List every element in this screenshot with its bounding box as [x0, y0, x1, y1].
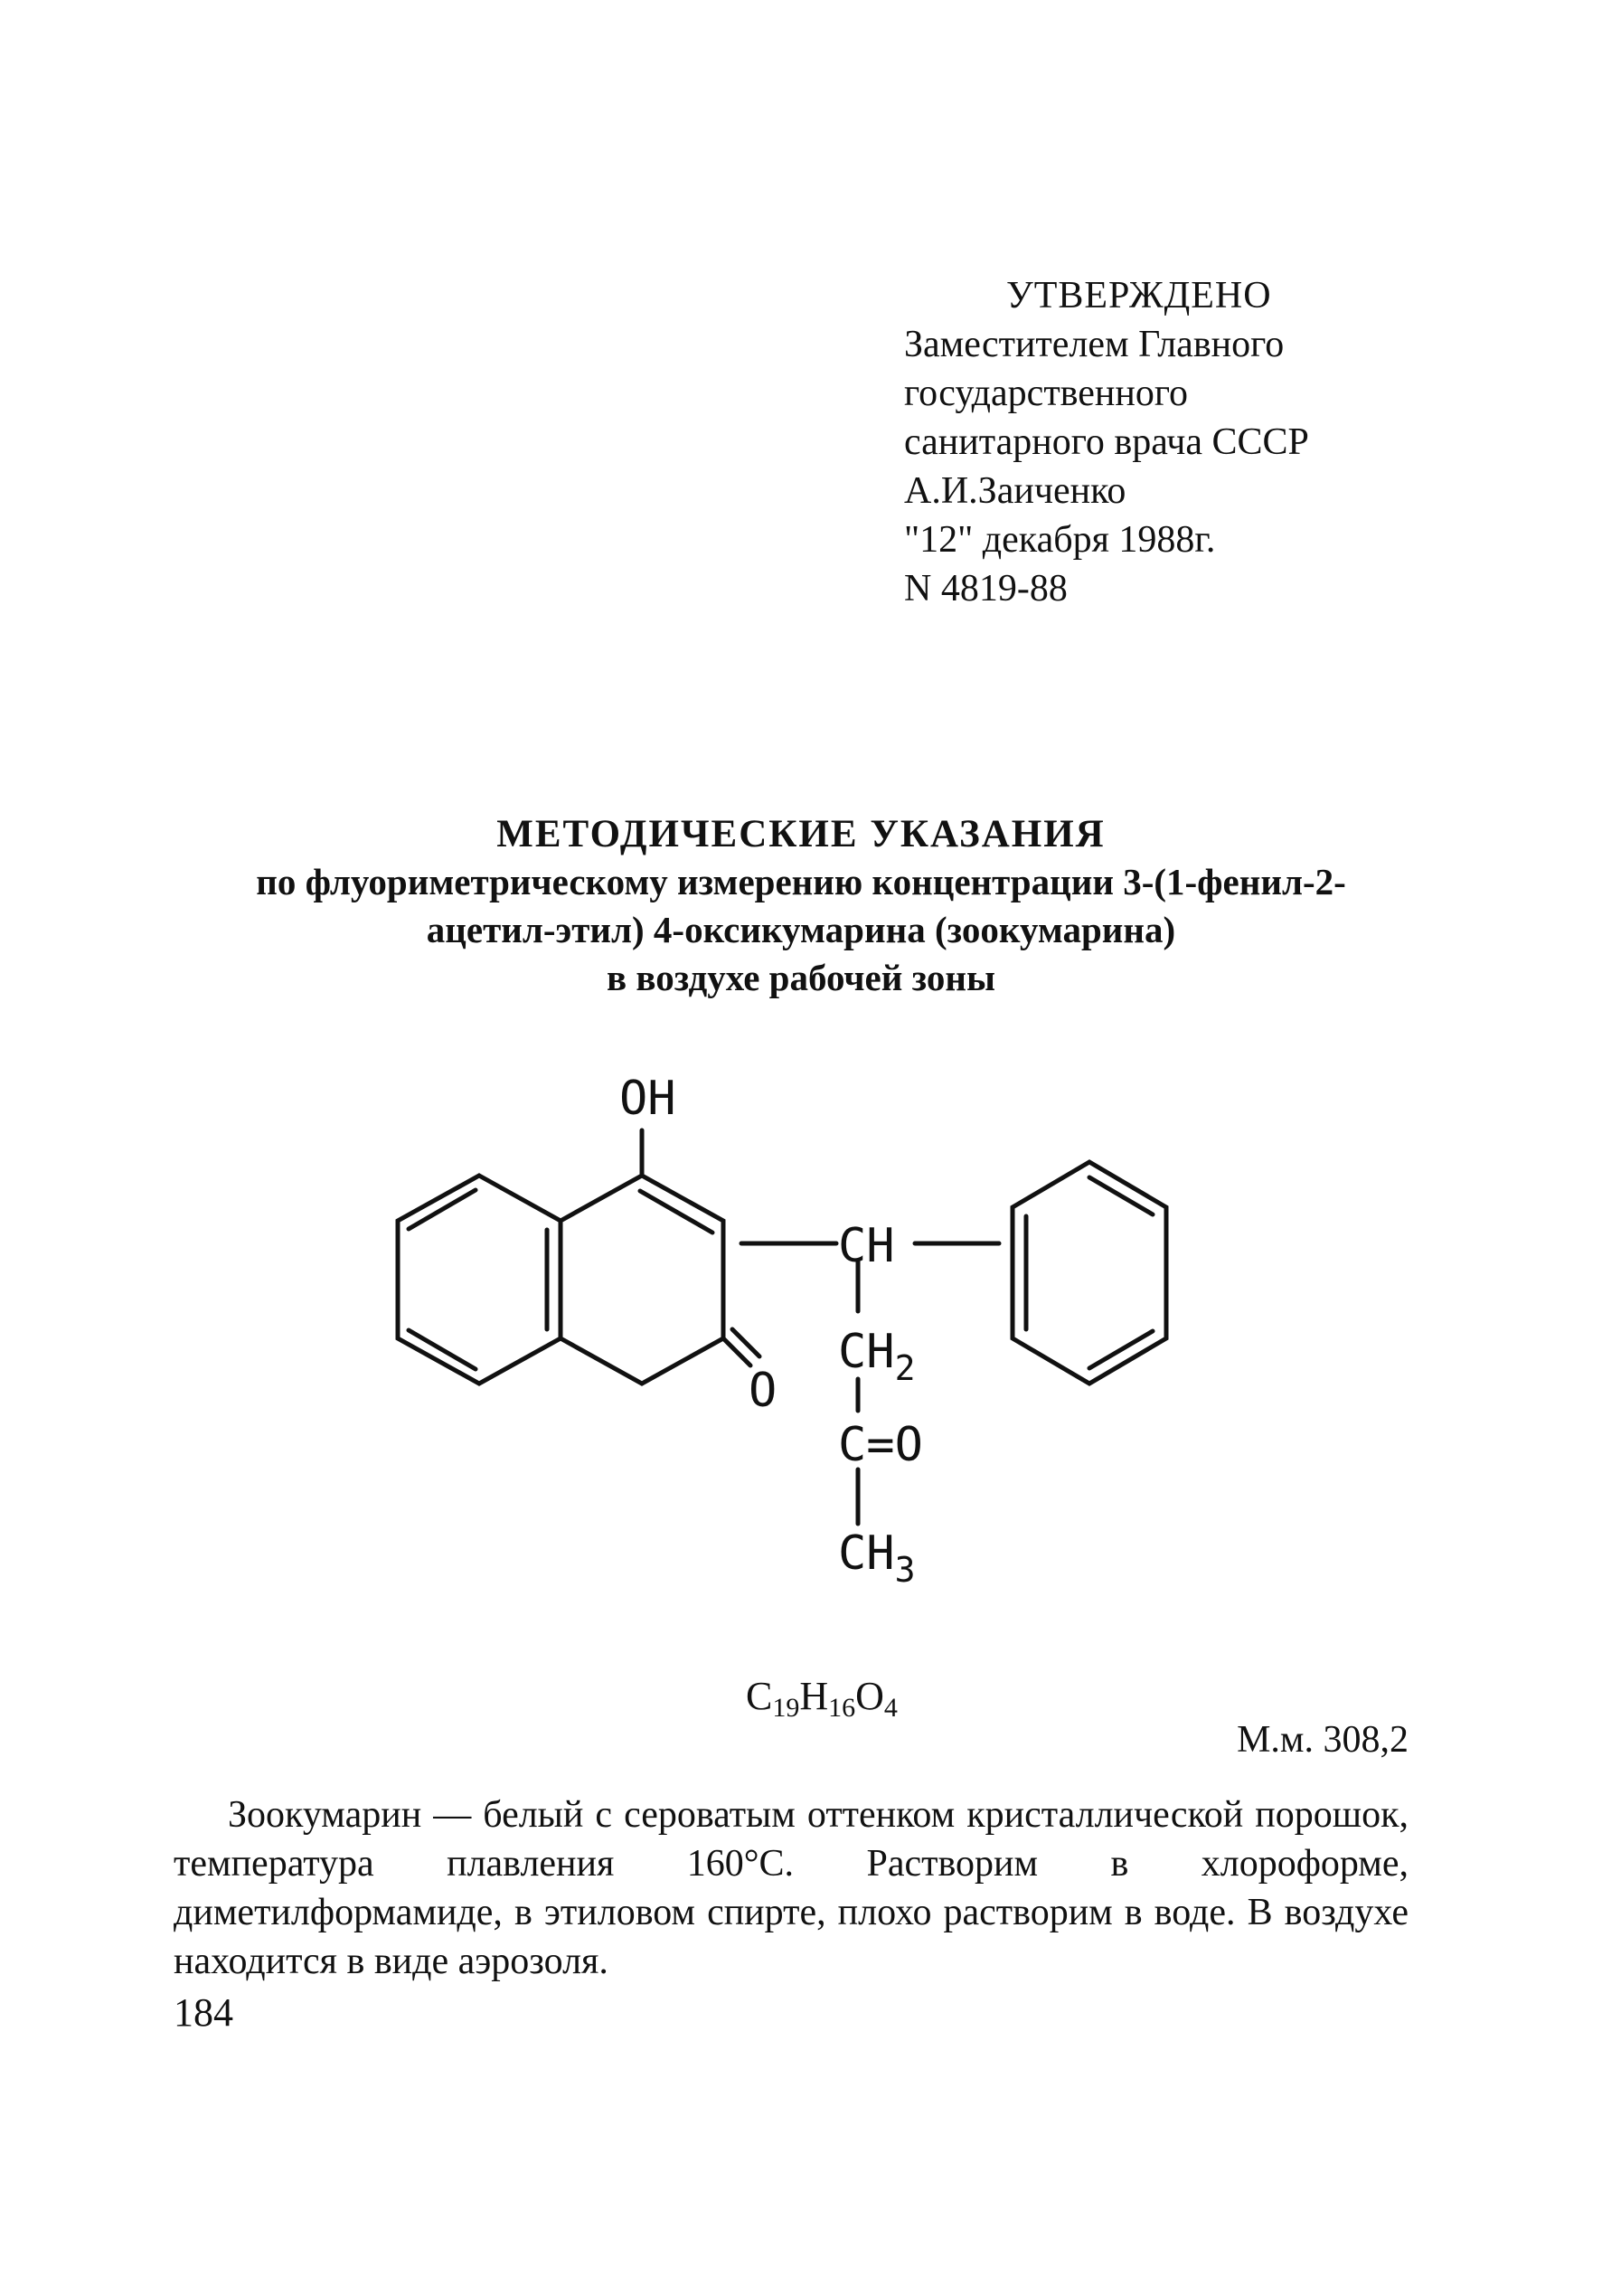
title-main: МЕТОДИЧЕСКИЕ УКАЗАНИЯ: [496, 813, 1106, 855]
pyranone-ring: [561, 1176, 723, 1384]
approval-heading: УТВЕРЖДЕНО: [1006, 275, 1272, 317]
ch2-text: CH: [838, 1325, 895, 1379]
molecular-formula: [746, 1673, 898, 1724]
carbonyl-label: C=O: [838, 1418, 923, 1472]
ring-oxygen-label: O: [749, 1364, 777, 1418]
approval-block: [904, 271, 1309, 613]
ch2-subscript: 2: [894, 1348, 916, 1388]
title-line-3: в воздухе рабочей зоны: [607, 957, 995, 998]
approval-line-name: А.И.Заиченко: [904, 470, 1126, 512]
left-ring: [398, 1176, 561, 1384]
title-line-2: ацетил-этил) 4-оксикумарина (зоокумарина): [426, 909, 1176, 950]
ch3-subscript: 3: [894, 1550, 916, 1590]
approval-line-position: Заместителем Главного: [904, 324, 1285, 365]
formula-o: O: [855, 1674, 884, 1718]
formula-c-count: 19: [772, 1693, 800, 1723]
approval-line-position-cont: государственного: [904, 373, 1189, 414]
ch2-label: [838, 1325, 916, 1388]
approval-line-number: N 4819-88: [904, 568, 1068, 609]
structural-formula: [362, 1040, 1230, 1628]
formula-h-count: 16: [828, 1693, 856, 1723]
description-paragraph: Зоокумарин — белый с сероватым оттенком кристаллической порошок, температура плавления 160°С. Растворим в хлороформе, диметилформамиде, в этиловом спирте, плохо растворим в воде. В воздухе находится в виде аэрозоля.: [174, 1794, 1409, 1982]
approval-line-office: санитарного врача СССР: [904, 421, 1309, 463]
ch3-label: [838, 1526, 916, 1590]
formula-c: C: [746, 1674, 773, 1718]
document-title: [0, 810, 1602, 1002]
title-line-1: по флуориметрическому измерению концентрации 3-(1-фенил-2-: [256, 861, 1346, 902]
formula-h: H: [799, 1674, 829, 1718]
molecular-mass: М.м. 308,2: [1237, 1719, 1409, 1761]
ch3-text: CH: [838, 1526, 895, 1581]
page-number: 184: [174, 1990, 233, 2035]
formula-o-count: 4: [883, 1693, 898, 1723]
ch-label: CH: [838, 1219, 895, 1273]
approval-line-date: "12" декабря 1988г.: [904, 519, 1216, 561]
oh-label: OH: [619, 1072, 676, 1126]
right-ring: [1013, 1162, 1166, 1384]
